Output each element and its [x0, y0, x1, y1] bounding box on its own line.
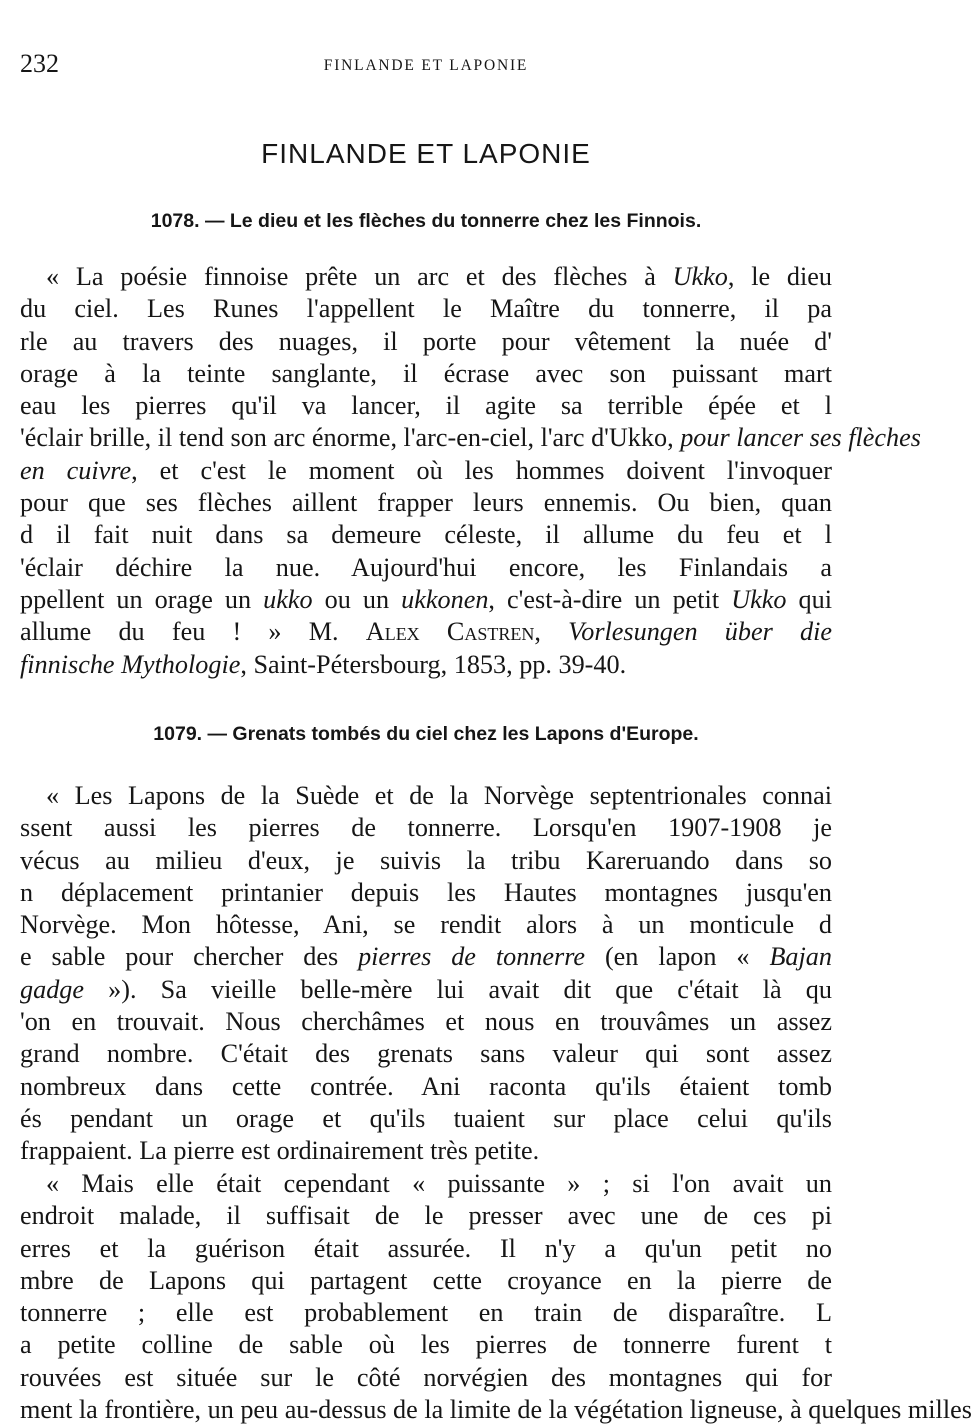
text-line: ssent aussi les pierres de tonnerre. Lorsqu'en 1907-1908 je	[20, 813, 832, 843]
text-line: grand nombre. C'était des grenats sans valeur qui sont assez	[20, 1039, 832, 1069]
text-line: tonnerre ; elle est probablement en train de disparaître. L	[20, 1298, 832, 1328]
text-line: d il fait nuit dans sa demeure céleste, il allume du feu et l	[20, 520, 832, 550]
text-line: « Mais elle était cependant « puissante » ; si l'on avait un	[46, 1169, 832, 1198]
text-line: orage à la teinte sanglante, il écrase avec son puissant mart	[20, 358, 832, 388]
text-line: endroit malade, il suffisait de le presser avec une de ces pi	[20, 1201, 832, 1231]
text-line: eau les pierres qu'il va lancer, il agite sa terrible épée et l	[20, 391, 832, 421]
text-line: és pendant un orage et qu'ils tuaient sur place celui qu'ils	[20, 1103, 832, 1133]
section-1079-paragraph-1	[20, 780, 832, 1168]
section-heading-1078: 1078. — Le dieu et les flèches du tonnerre chez les Finnois.	[150, 210, 702, 232]
text-line: 'on en trouvait. Nous cherchâmes et nous en trouvâmes un assez	[20, 1007, 832, 1037]
italic-ukko: Ukko	[731, 584, 787, 614]
section-1078-paragraph	[20, 261, 921, 681]
text-line: du ciel. Les Runes l'appellent le Maître du tonnerre, il pa	[20, 294, 832, 324]
text-line: n déplacement printanier depuis les Hautes montagnes jusqu'en	[20, 877, 832, 907]
text-line: pour que ses flèches aillent frapper leurs ennemis. Ou bien, quan	[20, 488, 832, 518]
text-line: « La poésie finnoise prête un arc et des flèches à Ukko, le dieu	[46, 262, 832, 291]
running-title: FINLANDE ET LAPONIE	[323, 57, 529, 74]
text-line: rle au travers des nuages, il porte pour vêtement la nuée d'	[20, 326, 832, 356]
text-line: ment la frontière, un peu au-dessus de la limite de la végétation ligneuse, à quelques milles	[20, 1395, 972, 1425]
lapp-word: Bajan	[769, 942, 832, 972]
text-line: allume du feu ! » M. Alex Castren, Vorlesungen über die	[20, 617, 833, 647]
text-line: 'éclair brille, il tend son arc énorme, l'arc-en-ciel, l'arc d'Ukko, pour lancer ses flèches	[20, 423, 921, 453]
italic-ukko: Ukko	[672, 262, 728, 291]
italic-phrase: en cuivre	[20, 455, 132, 485]
italic-ukko: ukko	[263, 584, 313, 614]
page-number: 232	[20, 49, 59, 78]
italic-ukkonen: ukkonen	[401, 584, 489, 614]
text-line: Norvège. Mon hôtesse, Ani, se rendit alors à un monticule d	[20, 910, 832, 940]
section-1079-paragraph-2	[20, 1168, 972, 1426]
text-line: e sable pour chercher des pierres de tonnerre (en lapon « Bajan	[20, 942, 832, 972]
text-line: 'éclair déchire la nue. Aujourd'hui encore, les Finlandais a	[20, 552, 832, 582]
text-line: finnische Mythologie, Saint-Pétersbourg, 1853, pp. 39-40.	[20, 649, 627, 679]
author-name: Alex Castren	[365, 617, 535, 647]
text-line: erres et la guérison était assurée. Il n'y a qu'un petit no	[20, 1233, 832, 1263]
book-title: Vorlesungen über die	[568, 617, 833, 647]
book-title: finnische Mythologie	[20, 649, 241, 679]
running-header	[20, 46, 832, 82]
text-line: « Les Lapons de la Suède et de la Norvège septentrionales connai	[46, 781, 832, 810]
chapter-title: FINLANDE ET LAPONIE	[261, 138, 591, 169]
text-line: gadge »). Sa vieille belle-mère lui avait dit que c'était là qu	[20, 974, 832, 1004]
text-line: frappaient. La pierre est ordinairement très petite.	[20, 1136, 540, 1166]
lapp-word: gadge	[20, 974, 84, 1004]
text-line: vécus au milieu d'eux, je suivis la tribu Kareruando dans so	[20, 845, 832, 875]
text-line: en cuivre, et c'est le moment où les hommes doivent l'invoquer	[20, 455, 832, 485]
italic-phrase: pour lancer ses flèches	[680, 423, 921, 453]
text-line: mbre de Lapons qui partagent cette croyance en la pierre de	[20, 1265, 832, 1295]
section-heading-1079: 1079. — Grenats tombés du ciel chez les Lapons d'Europe.	[153, 723, 699, 745]
italic-phrase: pierres de tonnerre	[358, 942, 586, 972]
text-line: nombreux dans cette contrée. Ani raconta qu'ils étaient tomb	[20, 1071, 832, 1101]
text-line: a petite colline de sable où les pierres de tonnerre furent t	[20, 1330, 832, 1360]
text-line: ppellent un orage un ukko ou un ukkonen, c'est-à-dire un petit Ukko qui	[20, 584, 832, 614]
text-line: rouvées est située sur le côté norvégien des montagnes qui for	[20, 1362, 832, 1392]
